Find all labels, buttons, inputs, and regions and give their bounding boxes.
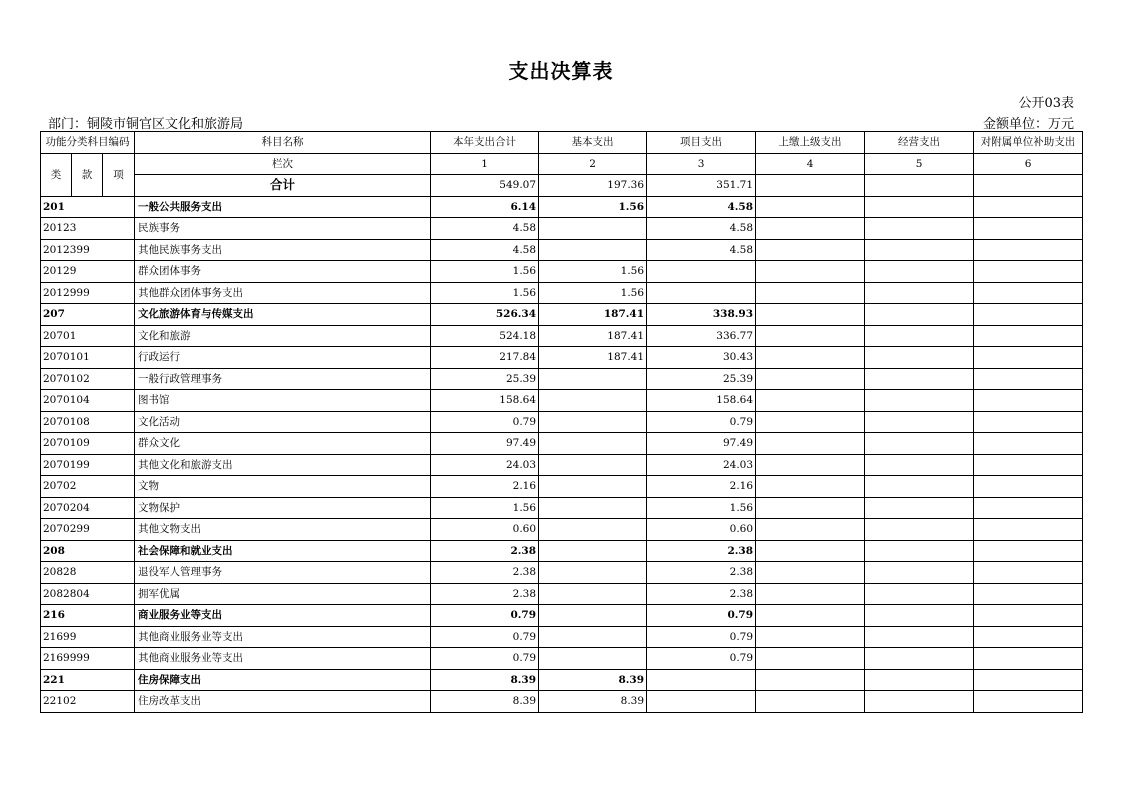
table-row bbox=[41, 239, 1083, 261]
project-expense-value: 338.93 bbox=[647, 304, 756, 326]
total-expense-value: 0.79 bbox=[431, 648, 539, 670]
table-row bbox=[41, 347, 1083, 369]
basic-expense-value bbox=[539, 626, 647, 648]
subject-code: 2070101 bbox=[41, 347, 135, 369]
basic-expense-value bbox=[539, 368, 647, 390]
subject-name: 拥军优属 bbox=[135, 583, 431, 605]
basic-expense-value bbox=[539, 519, 647, 541]
total-expense-value: 2.38 bbox=[431, 540, 539, 562]
subject-code: 20123 bbox=[41, 218, 135, 240]
basic-expense-value: 187.41 bbox=[539, 325, 647, 347]
header-row bbox=[41, 132, 1083, 154]
business-expense-value bbox=[865, 454, 974, 476]
subject-code: 20129 bbox=[41, 261, 135, 283]
col-number: 6 bbox=[974, 153, 1083, 175]
report-title: 支出决算表 bbox=[508, 59, 614, 83]
subject-name: 其他文物支出 bbox=[135, 519, 431, 541]
project-expense-value: 0.79 bbox=[647, 411, 756, 433]
total-expense-value: 1.56 bbox=[431, 261, 539, 283]
project-expense-value: 0.79 bbox=[647, 648, 756, 670]
table-row bbox=[41, 497, 1083, 519]
total-expense-value: 97.49 bbox=[431, 433, 539, 455]
remit-superior-value bbox=[756, 433, 865, 455]
basic-expense-value bbox=[539, 562, 647, 584]
total-expense-value: 4.58 bbox=[431, 218, 539, 240]
project-expense-value: 2.38 bbox=[647, 562, 756, 584]
subject-name: 其他群众团体事务支出 bbox=[135, 282, 431, 304]
basic-expense-value: 8.39 bbox=[539, 691, 647, 713]
project-expense-value: 0.60 bbox=[647, 519, 756, 541]
basic-expense-value bbox=[539, 476, 647, 498]
subject-name: 文物保护 bbox=[135, 497, 431, 519]
table-row bbox=[41, 626, 1083, 648]
column-index-row bbox=[41, 153, 1083, 175]
table-row bbox=[41, 325, 1083, 347]
subject-code: 2070108 bbox=[41, 411, 135, 433]
project-expense-value: 2.38 bbox=[647, 583, 756, 605]
total-expense-value: 526.34 bbox=[431, 304, 539, 326]
subsidy-affiliates-value bbox=[974, 648, 1083, 670]
subject-code: 207 bbox=[41, 304, 135, 326]
total-basic: 197.36 bbox=[539, 175, 647, 197]
subject-code: 2070102 bbox=[41, 368, 135, 390]
business-expense-value bbox=[865, 325, 974, 347]
business-expense-value bbox=[865, 433, 974, 455]
total-expense-value: 8.39 bbox=[431, 691, 539, 713]
subject-name: 其他商业服务业等支出 bbox=[135, 648, 431, 670]
subject-code: 201 bbox=[41, 196, 135, 218]
basic-expense-value bbox=[539, 497, 647, 519]
header-total-expense: 本年支出合计 bbox=[431, 132, 539, 154]
project-expense-value bbox=[647, 691, 756, 713]
subject-code: 20702 bbox=[41, 476, 135, 498]
remit-superior-value bbox=[756, 648, 865, 670]
table-row bbox=[41, 282, 1083, 304]
subject-code: 2070204 bbox=[41, 497, 135, 519]
total-expense-value: 0.60 bbox=[431, 519, 539, 541]
total-expense-value: 0.79 bbox=[431, 605, 539, 627]
total-remit bbox=[756, 175, 865, 197]
project-expense-value: 1.56 bbox=[647, 497, 756, 519]
subject-name: 图书馆 bbox=[135, 390, 431, 412]
subsidy-affiliates-value bbox=[974, 325, 1083, 347]
total-expense-value: 217.84 bbox=[431, 347, 539, 369]
subsidy-affiliates-value bbox=[974, 583, 1083, 605]
table-row bbox=[41, 218, 1083, 240]
project-expense-value: 24.03 bbox=[647, 454, 756, 476]
remit-superior-value bbox=[756, 605, 865, 627]
subject-code: 21699 bbox=[41, 626, 135, 648]
remit-superior-value bbox=[756, 411, 865, 433]
basic-expense-value bbox=[539, 390, 647, 412]
subsidy-affiliates-value bbox=[974, 691, 1083, 713]
subject-code: 2070104 bbox=[41, 390, 135, 412]
subject-name: 退役军人管理事务 bbox=[135, 562, 431, 584]
table-row bbox=[41, 562, 1083, 584]
remit-superior-value bbox=[756, 454, 865, 476]
business-expense-value bbox=[865, 583, 974, 605]
subject-name: 社会保障和就业支出 bbox=[135, 540, 431, 562]
subsidy-affiliates-value bbox=[974, 669, 1083, 691]
project-expense-value: 158.64 bbox=[647, 390, 756, 412]
project-expense-value: 336.77 bbox=[647, 325, 756, 347]
remit-superior-value bbox=[756, 390, 865, 412]
table-row bbox=[41, 691, 1083, 713]
remit-superior-value bbox=[756, 691, 865, 713]
project-expense-value: 97.49 bbox=[647, 433, 756, 455]
subject-code: 208 bbox=[41, 540, 135, 562]
subsidy-affiliates-value bbox=[974, 282, 1083, 304]
basic-expense-value bbox=[539, 605, 647, 627]
business-expense-value bbox=[865, 497, 974, 519]
basic-expense-value bbox=[539, 218, 647, 240]
total-expense-value: 4.58 bbox=[431, 239, 539, 261]
subject-code: 2070299 bbox=[41, 519, 135, 541]
remit-superior-value bbox=[756, 239, 865, 261]
subject-name: 其他商业服务业等支出 bbox=[135, 626, 431, 648]
remit-superior-value bbox=[756, 304, 865, 326]
subject-name: 商业服务业等支出 bbox=[135, 605, 431, 627]
subsidy-affiliates-value bbox=[974, 433, 1083, 455]
table-row bbox=[41, 368, 1083, 390]
project-expense-value: 4.58 bbox=[647, 218, 756, 240]
remit-superior-value bbox=[756, 562, 865, 584]
subject-name: 住房保障支出 bbox=[135, 669, 431, 691]
basic-expense-value: 187.41 bbox=[539, 304, 647, 326]
business-expense-value bbox=[865, 691, 974, 713]
business-expense-value bbox=[865, 648, 974, 670]
remit-superior-value bbox=[756, 519, 865, 541]
table-row bbox=[41, 196, 1083, 218]
project-expense-value: 2.38 bbox=[647, 540, 756, 562]
subsidy-affiliates-value bbox=[974, 304, 1083, 326]
business-expense-value bbox=[865, 347, 974, 369]
business-expense-value bbox=[865, 476, 974, 498]
subject-name: 其他文化和旅游支出 bbox=[135, 454, 431, 476]
business-expense-value bbox=[865, 540, 974, 562]
subsidy-affiliates-value bbox=[974, 218, 1083, 240]
business-expense-value bbox=[865, 626, 974, 648]
table-row bbox=[41, 583, 1083, 605]
business-expense-value bbox=[865, 411, 974, 433]
total-project: 351.71 bbox=[647, 175, 756, 197]
project-expense-value: 25.39 bbox=[647, 368, 756, 390]
table-row bbox=[41, 454, 1083, 476]
table-row bbox=[41, 433, 1083, 455]
basic-expense-value bbox=[539, 540, 647, 562]
department-label: 部门：铜陵市铜官区文化和旅游局 bbox=[48, 117, 244, 132]
header-project-expense: 项目支出 bbox=[647, 132, 756, 154]
header-remit-superior: 上缴上级支出 bbox=[756, 132, 865, 154]
table-row bbox=[41, 669, 1083, 691]
total-expense-value: 24.03 bbox=[431, 454, 539, 476]
total-expense-value: 2.16 bbox=[431, 476, 539, 498]
remit-superior-value bbox=[756, 282, 865, 304]
subsidy-affiliates-value bbox=[974, 626, 1083, 648]
subject-name: 一般行政管理事务 bbox=[135, 368, 431, 390]
total-expense-value: 1.56 bbox=[431, 497, 539, 519]
header-code-group: 功能分类科目编码 bbox=[41, 132, 135, 154]
subject-name: 群众团体事务 bbox=[135, 261, 431, 283]
remit-superior-value bbox=[756, 497, 865, 519]
header-subsidy-affiliates: 对附属单位补助支出 bbox=[974, 132, 1083, 154]
subject-code: 221 bbox=[41, 669, 135, 691]
subject-code: 216 bbox=[41, 605, 135, 627]
subject-name: 民族事务 bbox=[135, 218, 431, 240]
business-expense-value bbox=[865, 196, 974, 218]
project-expense-value: 0.79 bbox=[647, 605, 756, 627]
subject-code: 20828 bbox=[41, 562, 135, 584]
header-kuan: 款 bbox=[72, 153, 103, 196]
amount-unit-label: 金额单位：万元 bbox=[982, 117, 1074, 132]
total-expense-value: 2.38 bbox=[431, 583, 539, 605]
subject-code: 2169999 bbox=[41, 648, 135, 670]
business-expense-value bbox=[865, 519, 974, 541]
remit-superior-value bbox=[756, 325, 865, 347]
business-expense-value bbox=[865, 261, 974, 283]
basic-expense-value bbox=[539, 239, 647, 261]
subsidy-affiliates-value bbox=[974, 347, 1083, 369]
business-expense-value bbox=[865, 239, 974, 261]
remit-superior-value bbox=[756, 218, 865, 240]
header-subject-name: 科目名称 bbox=[135, 132, 431, 154]
project-expense-value bbox=[647, 261, 756, 283]
business-expense-value bbox=[865, 368, 974, 390]
col-number: 4 bbox=[756, 153, 865, 175]
remit-superior-value bbox=[756, 540, 865, 562]
header-xiang: 项 bbox=[103, 153, 135, 196]
total-expense-value: 158.64 bbox=[431, 390, 539, 412]
subject-name: 文化旅游体育与传媒支出 bbox=[135, 304, 431, 326]
total-expense-value: 1.56 bbox=[431, 282, 539, 304]
total-expense-value: 0.79 bbox=[431, 626, 539, 648]
remit-superior-value bbox=[756, 196, 865, 218]
business-expense-value bbox=[865, 669, 974, 691]
project-expense-value: 30.43 bbox=[647, 347, 756, 369]
subsidy-affiliates-value bbox=[974, 519, 1083, 541]
total-expense-value: 2.38 bbox=[431, 562, 539, 584]
total-subsidy bbox=[974, 175, 1083, 197]
business-expense-value bbox=[865, 605, 974, 627]
project-expense-value: 2.16 bbox=[647, 476, 756, 498]
subject-name: 群众文化 bbox=[135, 433, 431, 455]
basic-expense-value bbox=[539, 583, 647, 605]
col-number: 2 bbox=[539, 153, 647, 175]
subject-name: 其他民族事务支出 bbox=[135, 239, 431, 261]
subject-name: 文化和旅游 bbox=[135, 325, 431, 347]
remit-superior-value bbox=[756, 476, 865, 498]
col-number: 3 bbox=[647, 153, 756, 175]
table-row bbox=[41, 390, 1083, 412]
remit-superior-value bbox=[756, 626, 865, 648]
table-row bbox=[41, 519, 1083, 541]
total-business bbox=[865, 175, 974, 197]
subsidy-affiliates-value bbox=[974, 605, 1083, 627]
business-expense-value bbox=[865, 562, 974, 584]
table-row bbox=[41, 304, 1083, 326]
form-number: 公开03表 bbox=[1018, 96, 1074, 111]
basic-expense-value bbox=[539, 433, 647, 455]
total-expense-value: 8.39 bbox=[431, 669, 539, 691]
table-row bbox=[41, 540, 1083, 562]
basic-expense-value bbox=[539, 454, 647, 476]
project-expense-value: 4.58 bbox=[647, 196, 756, 218]
subject-name: 文物 bbox=[135, 476, 431, 498]
remit-superior-value bbox=[756, 368, 865, 390]
subject-code: 2070109 bbox=[41, 433, 135, 455]
subject-code: 2070199 bbox=[41, 454, 135, 476]
remit-superior-value bbox=[756, 261, 865, 283]
total-sum: 549.07 bbox=[431, 175, 539, 197]
subject-code: 22102 bbox=[41, 691, 135, 713]
total-expense-value: 6.14 bbox=[431, 196, 539, 218]
remit-superior-value bbox=[756, 347, 865, 369]
subject-name: 行政运行 bbox=[135, 347, 431, 369]
basic-expense-value: 8.39 bbox=[539, 669, 647, 691]
subsidy-affiliates-value bbox=[974, 540, 1083, 562]
table-row bbox=[41, 411, 1083, 433]
subsidy-affiliates-value bbox=[974, 261, 1083, 283]
table-row bbox=[41, 605, 1083, 627]
basic-expense-value: 1.56 bbox=[539, 282, 647, 304]
header-basic-expense: 基本支出 bbox=[539, 132, 647, 154]
subsidy-affiliates-value bbox=[974, 368, 1083, 390]
subject-name: 一般公共服务支出 bbox=[135, 196, 431, 218]
remit-superior-value bbox=[756, 669, 865, 691]
basic-expense-value: 187.41 bbox=[539, 347, 647, 369]
basic-expense-value bbox=[539, 648, 647, 670]
col-number: 1 bbox=[431, 153, 539, 175]
project-expense-value bbox=[647, 282, 756, 304]
business-expense-value bbox=[865, 218, 974, 240]
expenditure-table bbox=[40, 131, 1083, 713]
project-expense-value bbox=[647, 669, 756, 691]
subject-code: 2082804 bbox=[41, 583, 135, 605]
table-row bbox=[41, 648, 1083, 670]
total-expense-value: 524.18 bbox=[431, 325, 539, 347]
subsidy-affiliates-value bbox=[974, 497, 1083, 519]
header-lei: 类 bbox=[41, 153, 72, 196]
basic-expense-value: 1.56 bbox=[539, 261, 647, 283]
remit-superior-value bbox=[756, 583, 865, 605]
subject-name: 住房改革支出 bbox=[135, 691, 431, 713]
subject-name: 文化活动 bbox=[135, 411, 431, 433]
subsidy-affiliates-value bbox=[974, 239, 1083, 261]
subsidy-affiliates-value bbox=[974, 196, 1083, 218]
header-lanci: 栏次 bbox=[135, 153, 431, 175]
subject-code: 2012399 bbox=[41, 239, 135, 261]
table-row bbox=[41, 261, 1083, 283]
subsidy-affiliates-value bbox=[974, 390, 1083, 412]
subsidy-affiliates-value bbox=[974, 454, 1083, 476]
table-row bbox=[41, 476, 1083, 498]
subject-code: 2012999 bbox=[41, 282, 135, 304]
total-label: 合计 bbox=[135, 175, 431, 197]
project-expense-value: 0.79 bbox=[647, 626, 756, 648]
business-expense-value bbox=[865, 390, 974, 412]
business-expense-value bbox=[865, 282, 974, 304]
total-expense-value: 25.39 bbox=[431, 368, 539, 390]
subsidy-affiliates-value bbox=[974, 476, 1083, 498]
total-expense-value: 0.79 bbox=[431, 411, 539, 433]
business-expense-value bbox=[865, 304, 974, 326]
basic-expense-value bbox=[539, 411, 647, 433]
header-business-expense: 经营支出 bbox=[865, 132, 974, 154]
subsidy-affiliates-value bbox=[974, 411, 1083, 433]
total-row bbox=[41, 175, 1083, 197]
subject-code: 20701 bbox=[41, 325, 135, 347]
col-number: 5 bbox=[865, 153, 974, 175]
subsidy-affiliates-value bbox=[974, 562, 1083, 584]
basic-expense-value: 1.56 bbox=[539, 196, 647, 218]
project-expense-value: 4.58 bbox=[647, 239, 756, 261]
